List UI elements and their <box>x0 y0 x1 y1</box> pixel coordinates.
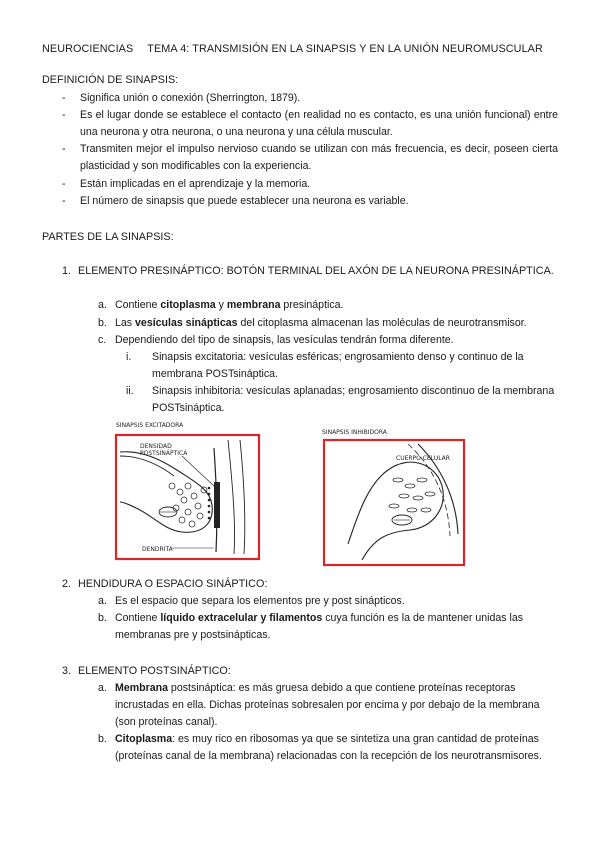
part-2-item-a: a. Es el espacio que separa los elementos pre y post sinápticos. <box>98 595 405 607</box>
definition-item: - El número de sinapsis que puede establecer una neurona es variable. <box>62 195 409 207</box>
part-3-item-a: a. Membrana postsináptica: es más gruesa debido a que contiene proteínas receptoras incrustadas en ella. Dichas proteínas sobresalen por encima y por debajo de la membrana (son proteínas canal). <box>98 682 540 728</box>
label-density: DENSIDAD <box>140 443 172 450</box>
part-2-heading: 2. HENDIDURA O ESPACIO SINÁPTICO: <box>62 578 268 590</box>
spherical-vesicles <box>169 483 207 527</box>
release-sites <box>208 487 211 520</box>
definition-item: - Están implicadas en el aprendizaje y la memoria. <box>62 178 311 190</box>
definition-heading: DEFINICIÓN DE SINAPSIS: <box>42 74 179 86</box>
definition-item: - Es el lugar donde se establece el contacto (en realidad no es contacto, es una unión funcional) entre una neurona y otra neurona, o una neurona y una célula muscular. <box>62 109 558 138</box>
part-1-item-c: c. Dependiendo del tipo de sinapsis, las vesículas tendrán forma diferente. <box>98 334 454 346</box>
part-1-item-b: b. Las vesículas sinápticas del citoplasma almacenan las moléculas de neurotransmisor. <box>98 317 527 329</box>
part-3-heading: 3. ELEMENTO POSTSINÁPTICO: <box>62 665 231 677</box>
definition-item: - Significa unión o conexión (Sherrington, 1879). <box>62 92 301 104</box>
part-2-item-b: b. Contiene líquido extracelular y filamentos cuya función es la de mantener unidas las membranas pre y postsinápticas. <box>98 612 524 641</box>
label-postsynaptic: POSTSINÁPTICA <box>140 450 188 457</box>
label-dendrite: DENDRITA <box>142 546 173 553</box>
inhibitory-synapse-figure <box>318 424 468 570</box>
excitatory-synapse-figure <box>112 420 262 562</box>
page-header <box>42 43 543 55</box>
part-1-item-a: a. Contiene citoplasma y membrana presináptica. <box>98 299 344 311</box>
part-1-item-c-ii: ii. Sinapsis inhibitoria: vesículas aplanadas; engrosamiento discontinuo de la membrana POSTsináptica. <box>126 385 555 414</box>
part-1-item-c-i: i. Sinapsis excitatoria: vesículas esféricas; engrosamiento denso y continuo de la membrana POSTsináptica. <box>126 351 524 380</box>
topic-title: TEMA 4: TRANSMISIÓN EN LA SINAPSIS Y EN LA UNIÓN NEUROMUSCULAR <box>147 43 543 55</box>
figure-title-excitatory: SINAPSIS EXCITADORA <box>116 422 184 429</box>
presynaptic-terminal-outline <box>120 452 212 533</box>
definition-item: - Transmiten mejor el impulso nervioso cuando se utilizan con más frecuencia, es decir, poseen cierta plasticidad y son modificables con la experiencia. <box>62 143 558 172</box>
parts-heading: PARTES DE LA SINAPSIS: <box>42 231 174 243</box>
subject-title: NEUROCIENCIAS <box>42 43 134 55</box>
part-1-heading: 1. ELEMENTO PRESINÁPTICO: BOTÓN TERMINAL DEL AXÓN DE LA NEURONA PRESINÁPTICA. <box>62 265 554 277</box>
label-cell-body: CUERPO CELULAR <box>396 455 450 462</box>
figure-title-inhibitory: SINAPSIS INHIBIDORA <box>322 429 387 436</box>
presynaptic-terminal-outline <box>348 462 443 560</box>
figure-frame <box>116 435 259 559</box>
flattened-vesicles <box>389 478 435 512</box>
part-3-item-b: b. Citoplasma: es muy rico en ribosomas ya que se sintetiza una gran cantidad de proteínas (proteínas canal de la membrana) relacionadas con la recepción de los neurotransmisores. <box>98 733 542 762</box>
postsynaptic-density <box>214 482 220 528</box>
